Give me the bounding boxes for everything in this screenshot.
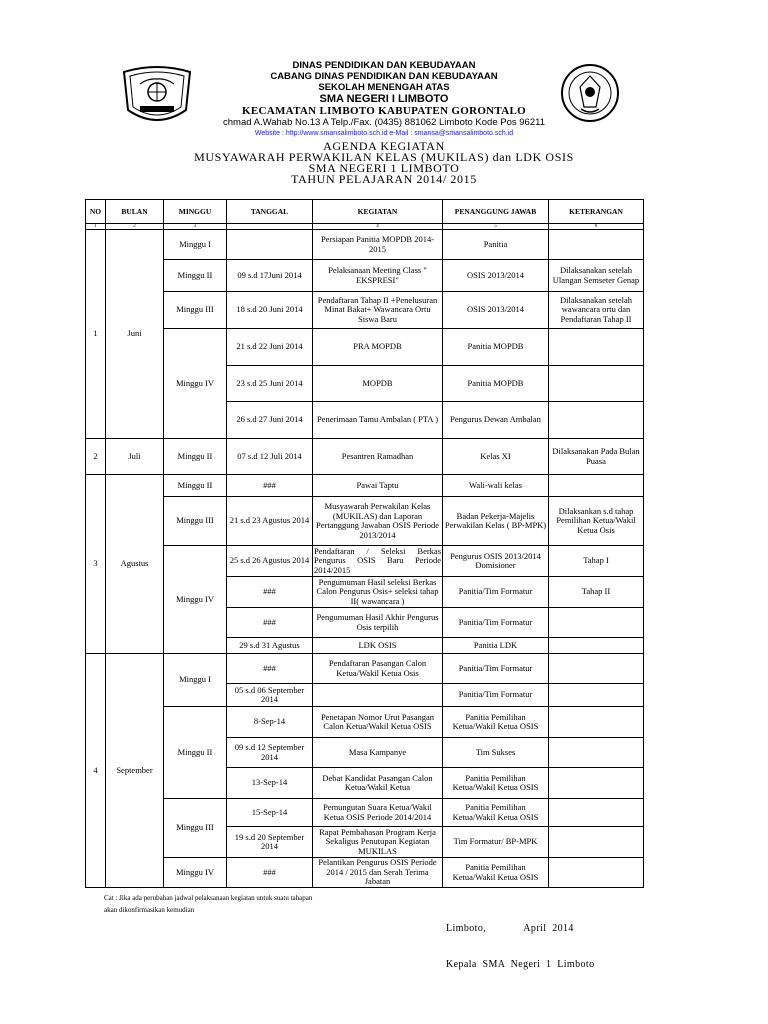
signature-position: Kepala SMA Negeri 1 Limboto	[446, 959, 595, 970]
row-tanggal: ###	[227, 608, 313, 638]
row-minggu: Minggu II	[164, 260, 227, 292]
row-kegiatan: Pesantren Ramadhan	[313, 439, 443, 475]
colnum: 3	[164, 224, 227, 230]
row-minggu: Minggu I	[164, 654, 227, 707]
row-keterangan	[549, 768, 644, 799]
table-row	[86, 292, 644, 329]
row-penanggung-jawab: Panitia	[443, 230, 549, 260]
row-keterangan	[549, 638, 644, 654]
row-bulan: Juli	[106, 439, 164, 475]
row-penanggung-jawab: Panitia Pemilihan Ketua/Wakil Ketua OSIS	[443, 768, 549, 799]
title-line-2: MUSYAWARAH PERWAKILAN KELAS (MUKILAS) dan LDK OSIS	[194, 150, 574, 164]
table-row	[86, 329, 644, 366]
row-kegiatan: Pelaksanaan Meeting Class " EKSPRESI"	[313, 260, 443, 292]
table-row	[86, 439, 644, 475]
row-tanggal: 26 s.d 27 Juni 2014	[227, 402, 313, 439]
row-penanggung-jawab: Panitia/Tim Formatur	[443, 608, 549, 638]
row-penanggung-jawab: Panitia MOPDB	[443, 329, 549, 366]
row-minggu: Minggu II	[164, 439, 227, 475]
row-no: 4	[86, 654, 106, 888]
table-row	[86, 546, 644, 577]
row-kegiatan: Rapat Pembahasan Program Kerja Sekaligus Penutupan Kegiatan MUKILAS	[313, 827, 443, 858]
row-no: 1	[86, 230, 106, 439]
row-penanggung-jawab: Panitia MOPDB	[443, 366, 549, 402]
row-bulan: Juni	[106, 230, 164, 439]
row-tanggal: ###	[227, 577, 313, 608]
row-keterangan: Dilaksanakan setelah Ulangan Semseter Genap	[549, 260, 644, 292]
row-tanggal: 18 s.d 20 Juni 2014	[227, 292, 313, 329]
row-keterangan	[549, 738, 644, 768]
letterhead	[0, 60, 768, 138]
row-minggu: Minggu I	[164, 230, 227, 260]
row-kegiatan: Pawai Taptu	[313, 475, 443, 497]
title-line-3: SMA NEGERI 1 LIMBOTO	[308, 161, 460, 175]
row-kegiatan: Pendaftaran Tahap II +Penelusuran Minat Bakat+ Wawancara Ortu Siswa Baru	[313, 292, 443, 329]
table-header-row	[86, 200, 644, 224]
title-line-4: TAHUN PELAJARAN 2014/ 2015	[291, 172, 477, 186]
row-tanggal: 09 s.d 17Juni 2014	[227, 260, 313, 292]
row-kegiatan: LDK OSIS	[313, 638, 443, 654]
row-keterangan	[549, 684, 644, 707]
row-penanggung-jawab: Pengurus Dewan Ambalan	[443, 402, 549, 439]
row-no: 3	[86, 475, 106, 654]
row-kegiatan: Pengumuman Hasil Akhir Pengurus Osis terpilih	[313, 608, 443, 638]
row-kegiatan: PRA MOPDB	[313, 329, 443, 366]
row-kegiatan: Pelantikan Pengurus OSIS Periode 2014 / 2015 dan Serah Terima Jabatan	[313, 858, 443, 888]
school-address: chmad A.Wahab No.13 A Telp./Fax. (0435) 881062 Limboto Kode Pos 96211	[223, 117, 545, 128]
row-kegiatan: Pengumuman Hasil seleksi Berkas Calon Pengurus Osis+ seleksi tahap II( wawancara )	[313, 577, 443, 608]
colnum: 5	[443, 224, 549, 230]
row-kegiatan: Pendaftaran Pasangan Calon Ketua/Wakil Ketua Osis	[313, 654, 443, 684]
header-penanggung-jawab: PENANGGUNG JAWAB	[443, 200, 549, 224]
row-kegiatan: Persiapan Panitia MOPDB 2014-2015	[313, 230, 443, 260]
row-minggu: Minggu IV	[164, 546, 227, 654]
row-tanggal: 23 s.d 25 Juni 2014	[227, 366, 313, 402]
colnum: 2	[106, 224, 164, 230]
row-kegiatan: Penetapan Nomor Urut Pasangan Calon Ketua/Wakil Ketua OSIS	[313, 707, 443, 738]
row-kegiatan: Pendaftaran / Seleksi Berkas Pengurus OSIS Baru Periode 2014/2015	[314, 545, 441, 575]
row-keterangan: Tahap I	[549, 546, 644, 577]
row-tanggal: 21 s.d 23 Agustus 2014	[227, 497, 313, 546]
table-row	[86, 799, 644, 827]
colnum: 1	[86, 224, 106, 230]
row-minggu: Minggu IV	[164, 858, 227, 888]
row-keterangan: Dilaksankan s.d tahap Pemilihan Ketua/Wakil Ketua Osis	[549, 497, 644, 546]
row-minggu: Minggu II	[164, 475, 227, 497]
letterhead-line-2: CABANG DINAS PENDIDIKAN DAN KEBUDAYAAN	[270, 71, 498, 82]
row-tanggal: 07 s.d 12 Juli 2014	[227, 439, 313, 475]
row-kegiatan	[313, 684, 443, 707]
signature-place-date: Limboto, April 2014	[446, 923, 574, 934]
row-tanggal: 29 s.d 31 Agustus	[227, 638, 313, 654]
footnote	[104, 892, 312, 916]
row-penanggung-jawab: Panitia Pemilihan Ketua/Wakil Ketua OSIS	[443, 858, 549, 888]
row-kegiatan: MOPDB	[313, 366, 443, 402]
letterhead-line-1: DINAS PENDIDIKAN DAN KEBUDAYAAN	[292, 60, 476, 71]
row-tanggal: ###	[227, 654, 313, 684]
row-keterangan	[549, 402, 644, 439]
row-penanggung-jawab: Panitia/Tim Formatur	[443, 577, 549, 608]
row-kegiatan: Pemungutan Suara Ketua/Wakil Ketua OSIS Periode 2014/2014	[313, 799, 443, 827]
row-keterangan	[549, 799, 644, 827]
row-bulan: September	[106, 654, 164, 888]
row-keterangan	[549, 366, 644, 402]
row-penanggung-jawab: OSIS 2013/2014	[443, 292, 549, 329]
table-row	[86, 654, 644, 684]
row-tanggal: ###	[227, 858, 313, 888]
row-penanggung-jawab: Panitia/Tim Formatur	[443, 684, 549, 707]
row-kegiatan: Musyawarah Perwakilan Kelas (MUKILAS) dan Laporan Pertanggung Jawaban OSIS Periode 2013/2014	[313, 497, 443, 546]
table-row	[86, 260, 644, 292]
colnum: 4	[313, 224, 443, 230]
row-penanggung-jawab: Panitia Pemilihan Ketua/Wakil Ketua OSIS	[443, 707, 549, 738]
row-tanggal: 09 s.d 12 September 2014	[227, 738, 313, 768]
row-penanggung-jawab: Badan Pekerja-Majelis Perwakilan Kelas ( BP-MPK)	[443, 497, 549, 546]
row-tanggal: 25 s.d 26 Agustus 2014	[227, 546, 313, 577]
row-tanggal: 15-Sep-14	[227, 799, 313, 827]
row-keterangan	[549, 230, 644, 260]
header-bulan: BULAN	[106, 200, 164, 224]
row-keterangan: Dilaksanakan Pada Bulan Puasa	[549, 439, 644, 475]
row-keterangan: Dilaksanakan setelah wawancara ortu dan Pendaftaran Tahap II	[549, 292, 644, 329]
row-kegiatan: Debat Kandidat Pasangan Calon Ketua/Wakil Ketua	[313, 768, 443, 799]
row-no: 2	[86, 439, 106, 475]
letterhead-line-3: SEKOLAH MENENGAH ATAS	[318, 82, 450, 93]
table-row	[86, 497, 644, 546]
row-minggu: Minggu III	[164, 799, 227, 858]
school-district: KECAMATAN LIMBOTO KABUPATEN GORONTALO	[242, 105, 526, 117]
row-penanggung-jawab: Pengurus OSIS 2013/2014 Domisioner	[443, 546, 549, 577]
header-keterangan: KETERANGAN	[549, 200, 644, 224]
table-row	[86, 707, 644, 738]
row-minggu: Minggu IV	[164, 329, 227, 439]
row-penanggung-jawab: Panitia/Tim Formatur	[443, 654, 549, 684]
row-keterangan	[549, 608, 644, 638]
agenda-title	[0, 141, 768, 185]
row-bulan: Agustus	[106, 475, 164, 654]
row-penanggung-jawab: Tim Sukses	[443, 738, 549, 768]
header-no: NO	[86, 200, 106, 224]
title-line-1: AGENDA KEGIATAN	[323, 139, 445, 153]
row-keterangan	[549, 475, 644, 497]
row-penanggung-jawab: OSIS 2013/2014	[443, 260, 549, 292]
row-keterangan: Tahap II	[549, 577, 644, 608]
row-minggu: Minggu II	[164, 707, 227, 799]
signature-block	[446, 899, 595, 983]
row-tanggal: 13-Sep-14	[227, 768, 313, 799]
row-keterangan	[549, 329, 644, 366]
row-keterangan	[549, 707, 644, 738]
header-tanggal: TANGGAL	[227, 200, 313, 224]
footnote-line-1: Cat : Jika ada perubahan jadwal pelaksanaan kegiatan untuk suatu tahapan	[104, 894, 313, 902]
row-tanggal: 21 s.d 22 Juni 2014	[227, 329, 313, 366]
colnum: 6	[549, 224, 644, 230]
school-name: SMA NEGERI I LIMBOTO	[319, 93, 449, 105]
row-keterangan	[549, 858, 644, 888]
row-keterangan	[549, 827, 644, 858]
row-penanggung-jawab: Kelas XI	[443, 439, 549, 475]
row-keterangan	[549, 654, 644, 684]
table-row	[86, 230, 644, 260]
row-penanggung-jawab: Wali-wali kelas	[443, 475, 549, 497]
row-kegiatan: Penerimaan Tamu Ambalan ( PTA )	[313, 402, 443, 439]
row-minggu: Minggu III	[164, 292, 227, 329]
row-tanggal: 05 s.d 06 September 2014	[227, 684, 313, 707]
row-minggu: Minggu III	[164, 497, 227, 546]
row-tanggal	[227, 230, 313, 260]
row-penanggung-jawab: Panitia Pemilihan Ketua/Wakil Ketua OSIS	[443, 799, 549, 827]
table-row	[86, 858, 644, 888]
school-website-link[interactable]: Website : http://www.smansalimboto.sch.id e-Mail : smansa@smansalimboto.sch.id	[254, 130, 514, 137]
header-minggu: MINGGU	[164, 200, 227, 224]
header-kegiatan: KEGIATAN	[313, 200, 443, 224]
row-tanggal: 19 s.d 20 September 2014	[227, 827, 313, 858]
agenda-table	[85, 199, 644, 888]
table-row	[86, 475, 644, 497]
footnote-line-2: akan dikonfirmasikan kemudian	[104, 906, 195, 914]
row-kegiatan: Masa Kampanye	[313, 738, 443, 768]
row-penanggung-jawab: Panitia LDK	[443, 638, 549, 654]
row-tanggal: ###	[227, 475, 313, 497]
row-tanggal: 8-Sep-14	[227, 707, 313, 738]
row-penanggung-jawab: Tim Formatur/ BP-MPK	[443, 827, 549, 858]
